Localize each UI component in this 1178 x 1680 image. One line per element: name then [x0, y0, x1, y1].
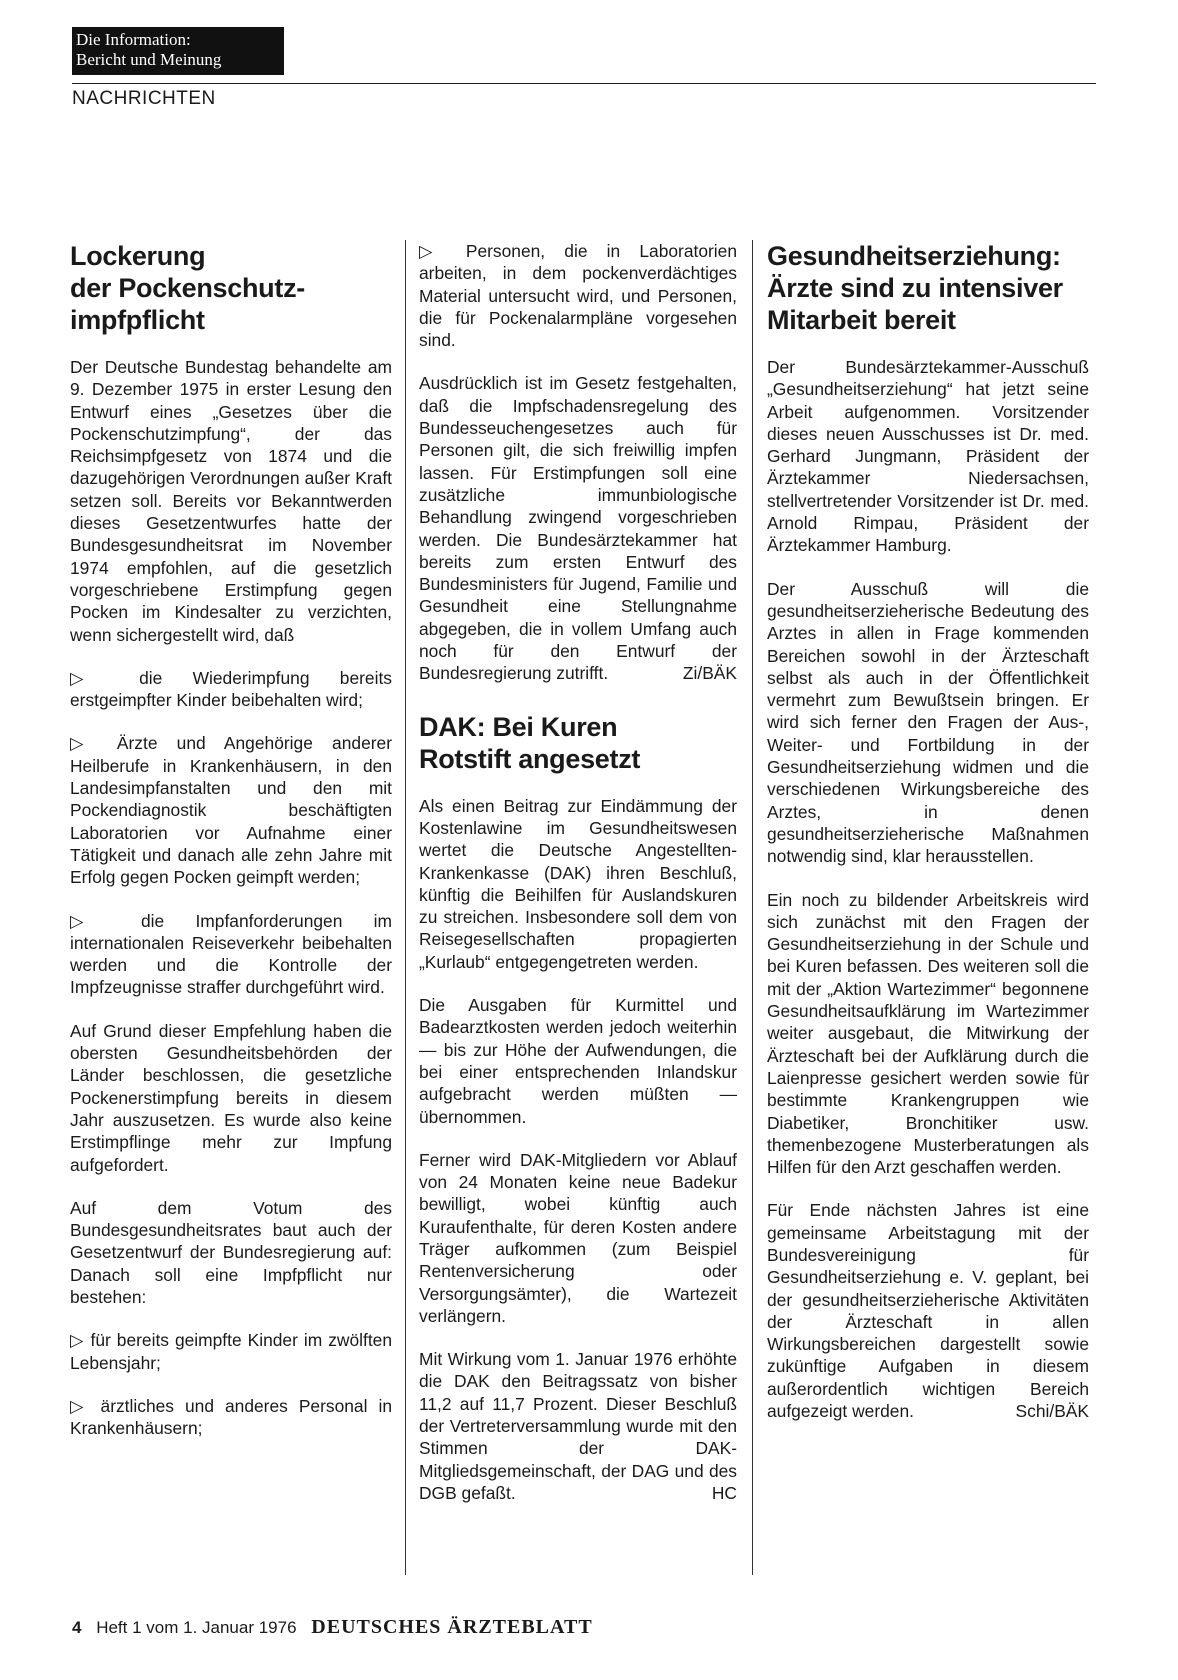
- section-label: NACHRICHTEN: [72, 88, 216, 109]
- paragraph: Der Deutsche Bundestag behandelte am 9. Dezember 1975 in erster Lesung den Entwurf eines „Gesetzes über die Pockenschutzimpfung“, der das Reichsimpfgesetz von 1874 und die dazugehörigen Verordnungen außer Kraft setzen soll. Bereits vor Bekanntwerden dieses Gesetzentwurfes hatte der Bundesgesundheitsrat im November 1974 empfohlen, auf die gesetzlich vorgeschriebene Erstimpfung gegen Pocken im Kindesalter zu verzichten, wenn sichergestellt wird, daß: [70, 357, 392, 645]
- column-1: [70, 240, 392, 1460]
- paragraph: Ein noch zu bildender Arbeitskreis wird sich zunächst mit den Fragen der Gesundheitserziehung in der Schule und bei Kuren befassen. Des weiteren soll die mit der „Aktion Wartezimmer“ begonnene Gesundheitsaufklärung im Wartezimmer weiter ausgebaut, die Mitwirkung der Ärzteschaft bei der Aufklärung durch die Laienpresse gesichert werden sowie für bestimmte Krankengruppen wie Diabetiker, Bronchitiker usw. themenbezogene Musterberatungen als Hilfen für den Arzt geschaffen werden.: [767, 889, 1089, 1178]
- paragraph-text: Für Ende nächsten Jahres ist eine gemeinsame Arbeitstagung mit der Bundesvereinigung für Gesundheitserziehung e. V. geplant, bei der gesundheitserzieherische Aktivitäten der Ärzteschaft in allen Wirkungsbereichen dargestellt sowie zukünftige Aufgaben in diesem außerordentlich wichtigen Bereich aufgezeigt werden.: [767, 1200, 1089, 1422]
- paragraph: [419, 1348, 737, 1504]
- list-item: ▷ ärztliches und anderes Personal in Krankenhäusern;: [70, 1395, 392, 1439]
- list-item: ▷ die Wiederimpfung bereits erstgeimpfter Kinder beibehalten wird;: [70, 667, 392, 711]
- title-line: Ärzte sind zu intensiver: [767, 273, 1063, 303]
- paragraph: Auf dem Votum des Bundesgesundheitsrates baut auch der Gesetzentwurf der Bundesregierung auf: Danach soll eine Impfpflicht nur bestehen:: [70, 1197, 392, 1307]
- masthead: [72, 27, 284, 75]
- issue-info: Heft 1 vom 1. Januar 1976: [96, 1618, 297, 1637]
- list-item: ▷ für bereits geimpfte Kinder im zwölften Lebensjahr;: [70, 1330, 392, 1373]
- title-line: Gesundheitserziehung:: [767, 241, 1061, 271]
- masthead-line1: Die Information:: [76, 30, 191, 49]
- list-item: ▷ Personen, die in Laboratorien arbeiten, in dem pockenverdächtiges Material untersucht wird, und Personen, die für Pockenalarmpläne vorgesehen sind.: [419, 241, 737, 351]
- column-divider: [752, 240, 753, 1575]
- paragraph: Als einen Beitrag zur Eindämmung der Kostenlawine im Gesundheitswesen wertet die Deutsche Angestellten-Krankenkasse (DAK) ihren Beschluß, künftig die Beihilfen für Auslandskuren zu streichen. Insbesondere soll dem von Reisegesellschaften propagierten „Kurlaub“ entgegengetreten werden.: [419, 795, 737, 972]
- title-line: Mitarbeit bereit: [767, 305, 956, 335]
- column-3: [767, 240, 1089, 1443]
- signature: HC: [711, 1482, 737, 1503]
- signature: Schi/BÄK: [1015, 1401, 1089, 1422]
- list-item: ▷ die Impfanforderungen im internationalen Reiseverkehr beibehalten werden und die Kontrolle der Impfzeugnisse straffer durchgeführt wird.: [70, 910, 392, 998]
- journal-name: DEUTSCHES ÄRZTEBLATT: [311, 1616, 593, 1638]
- title-line: Rotstift angesetzt: [419, 743, 641, 774]
- paragraph-text: Mit Wirkung vom 1. Januar 1976 erhöhte die DAK den Beitragssatz von bisher 11,2 auf 11,7 Prozent. Dieser Beschluß der Vertreterversammlung wurde mit den Stimmen der DAK-Mitgliedsgemeinschaft, der DAG und des DGB gefaßt.: [419, 1349, 737, 1503]
- column-divider: [405, 240, 406, 1575]
- article-2-title: [419, 711, 737, 775]
- article-1-title: [70, 240, 392, 336]
- article-3-title: [767, 240, 1089, 336]
- column-2: [419, 240, 737, 1525]
- page-footer: [72, 1616, 593, 1639]
- list-item: ▷ Ärzte und Angehörige anderer Heilberufe in Krankenhäusern, in den Landesimpfanstalten und den mit Pockendiagnostik beschäftigten Laboratorien vor Aufnahme einer Tätigkeit und danach alle zehn Jahre mit Erfolg gegen Pocken geimpft werden;: [70, 733, 392, 888]
- paragraph-text: Ausdrücklich ist im Gesetz festgehalten, daß die Impfschadensregelung des Bundesseuchengesetzes auch für Personen gilt, die sich freiwillig impfen lassen. Für Erstimpfungen soll eine zusätzliche immunbiologische Behandlung zwingend vorgeschrieben werden. Die Bundesärztekammer hat bereits zum ersten Entwurf des Bundesministers für Jugend, Familie und Gesundheit eine Stellungnahme abgegeben, die in vollem Umfang auch noch für den Entwurf der Bundesregierung zutrifft.: [419, 373, 737, 684]
- title-line: DAK: Bei Kuren: [419, 711, 618, 742]
- title-line: der Pockenschutz-: [70, 273, 305, 303]
- paragraph: Der Ausschuß will die gesundheitserzieherische Bedeutung des Arztes in allen in Frage kommenden Bereichen sowohl in der Ärzteschaft selbst als auch in der Öffentlichkeit vermehrt zum Bewußtsein bringen. Er wird sich ferner den Fragen der Aus-, Weiter- und Fortbildung in der Gesundheitserziehung widmen und die verschiedenen Wirkungsbereiche des Arztes, in denen gesundheitserzieherische Maßnahmen notwendig sind, klar herausstellen.: [767, 578, 1089, 867]
- header-rule: [72, 83, 1096, 84]
- paragraph: [767, 1199, 1089, 1422]
- paragraph: Der Bundesärztekammer-Ausschuß „Gesundheitserziehung“ hat jetzt seine Arbeit aufgenommen. Vorsitzender dieses neuen Ausschusses ist Dr. med. Gerhard Jungmann, Präsident der Ärztekammer Niedersachsen, stellvertretender Vorsitzender ist Dr. med. Arnold Rimpau, Präsident der Ärztekammer Hamburg.: [767, 357, 1089, 556]
- paragraph: Auf Grund dieser Empfehlung haben die obersten Gesundheitsbehörden der Länder beschlossen, die gesetzliche Pockenerstimpfung bereits in diesem Jahr auszusetzen. Es wurde also keine Erstimpflinge mehr zur Impfung aufgefordert.: [70, 1020, 392, 1175]
- masthead-line2: Bericht und Meinung: [76, 50, 222, 69]
- paragraph: Ferner wird DAK-Mitgliedern vor Ablauf von 24 Monaten keine neue Badekur bewilligt, wobei künftig auch Kuraufenthalte, für deren Kosten andere Träger aufkommen (zum Beispiel Rentenversicherung oder Versorgungsämter), die Wartezeit verlängern.: [419, 1149, 737, 1326]
- title-line: impfpflicht: [70, 305, 205, 335]
- page-number: 4: [72, 1618, 82, 1637]
- paragraph: [419, 372, 737, 684]
- title-line: Lockerung: [70, 241, 206, 271]
- paragraph: Die Ausgaben für Kurmittel und Badearztkosten werden jedoch weiterhin — bis zur Höhe der Aufwendungen, die bei einer entsprechenden Inlandskur aufgebracht werden müßten — übernommen.: [419, 995, 737, 1127]
- signature: Zi/BÄK: [682, 663, 737, 684]
